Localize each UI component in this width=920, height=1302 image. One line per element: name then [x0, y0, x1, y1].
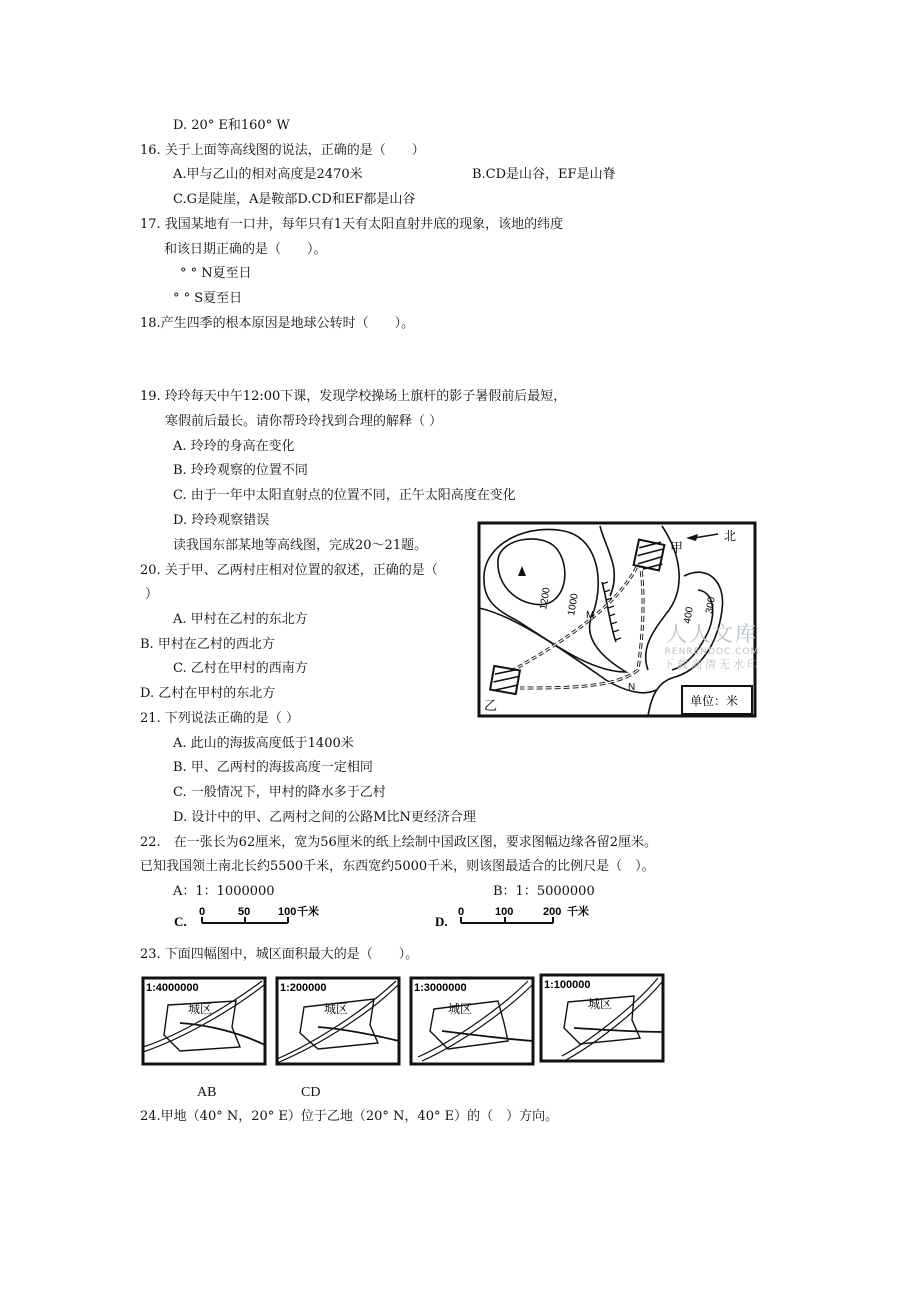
q24-stem: 24.甲地（40° N，20° E）位于乙地（20° N，40° E）的（ ）方向。	[140, 1109, 559, 1124]
q17-option-s: ° ° S夏至日	[173, 291, 243, 306]
q17-stem-line1: 17. 我国某地有一口井，每年只有1天有太阳直射井底的现象，该地的纬度	[140, 217, 564, 232]
mini-map-2	[274, 975, 402, 1067]
q21-option-a: A. 此山的海拔高度低于1400米	[173, 736, 354, 751]
q19-option-a: A. 玲玲的身高在变化	[173, 439, 295, 454]
mini-map-3	[408, 975, 536, 1067]
mini-map-scale: 1:100000	[544, 979, 591, 991]
q17-option-n: ° ° N夏至日	[180, 266, 252, 281]
contour-label-1000: 1000	[566, 592, 581, 617]
scale-d-tick-label: 200	[543, 906, 562, 918]
scale-c-letter: C.	[174, 914, 187, 929]
q22-stem-line1: 22. 在一张长为62厘米，宽为56厘米的纸上绘制中国政区图，要求图幅边缘各留2厘米。	[140, 835, 658, 850]
q22-stem-line2: 已知我国领土南北长约5500千米，东西宽约5000千米，则该图最适合的比例尺是（ ）。	[140, 859, 655, 874]
mini-map-label: 城区	[324, 1002, 349, 1016]
mini-map-scale: 1:3000000	[414, 982, 467, 994]
q20-stem-bracket: ）	[145, 587, 159, 602]
q19-stem-line2: 寒假前后最长。请你帮玲玲找到合理的解释（ ）	[165, 414, 443, 429]
mini-map-scale: 1:200000	[280, 982, 327, 994]
scale-c-tick-label: 0	[199, 906, 206, 918]
contour-label-1200: 1200	[538, 586, 553, 611]
q19-option-b: B. 玲玲观察的位置不同	[173, 463, 308, 478]
scale-d-tick-label: 0	[458, 906, 465, 918]
q23-label-ab: AB	[197, 1085, 217, 1100]
scale-d-letter: D.	[435, 914, 448, 929]
mini-map-1	[140, 975, 268, 1067]
q18-stem: 18.产生四季的根本原因是地球公转时（ ）。	[140, 316, 415, 331]
unit-box-label: 单位：米	[690, 694, 739, 708]
mini-map-label: 城区	[448, 1002, 473, 1016]
q19-stem-line1: 19. 玲玲每天中午12:00下课，发现学校操场上旗杆的影子暑假前后最短，	[140, 389, 567, 404]
q16-option-cd: C.G是陡崖，A是鞍部D.CD和EF都是山谷	[173, 192, 416, 207]
scale-c-tick-label: 50	[238, 906, 251, 918]
q16-option-b: B.CD是山谷，EF是山脊	[472, 167, 616, 182]
q21-option-b: B. 甲、乙两村的海拔高度一定相同	[173, 760, 373, 775]
contour-label-300: 300	[704, 596, 718, 615]
scale-c-unit: 千米	[297, 905, 319, 918]
road-n-label: N	[628, 682, 636, 693]
q20-21-intro: 读我国东部某地等高线图，完成20～21题。	[173, 538, 428, 553]
scale-bar-d	[433, 904, 643, 934]
scale-d-tick-label: 100	[495, 906, 514, 918]
q23-stem: 23. 下面四幅图中，城区面积最大的是（ ）。	[140, 947, 419, 962]
q15-option-d: D. 20° E和160° W	[173, 118, 290, 133]
mini-map-4	[538, 972, 666, 1064]
scale-d-unit: 千米	[567, 905, 589, 918]
watermark-sub: RENRENDOC.COM	[664, 647, 760, 657]
scale-c-tick-label: 100	[278, 906, 297, 918]
q22-option-a: A：1：1000000	[173, 884, 275, 899]
q20-option-c: C. 乙村在甲村的西南方	[173, 661, 308, 676]
watermark-main: 人人文库	[666, 622, 758, 646]
q21-stem: 21. 下列说法正确的是（ ）	[140, 711, 299, 726]
q20-option-a: A. 甲村在乙村的东北方	[173, 612, 308, 627]
q19-option-d: D. 玲玲观察错误	[173, 513, 270, 528]
watermark-tag: 下载高清无水印	[663, 658, 761, 671]
mini-map-scale: 1:4000000	[146, 982, 199, 994]
mini-map-label: 城区	[188, 1002, 213, 1016]
village-yi-label: 乙	[484, 699, 498, 714]
north-label: 北	[724, 529, 737, 543]
q17-stem-line2: 和该日期正确的是（ ）。	[164, 242, 327, 257]
q22-option-b: B：1：5000000	[493, 884, 595, 899]
q20-option-b: B. 甲村在乙村的西北方	[140, 637, 275, 652]
mini-map-label: 城区	[588, 997, 613, 1011]
road-m-label: M	[586, 610, 595, 621]
scale-bar-c	[172, 904, 382, 934]
q23-label-cd: CD	[301, 1085, 321, 1100]
q20-option-d: D. 乙村在甲村的东北方	[140, 686, 276, 701]
q16-option-a: A.甲与乙山的相对高度是2470米	[173, 167, 363, 182]
village-jia-label: 甲	[670, 541, 684, 556]
q21-option-c: C. 一般情况下，甲村的降水多于乙村	[173, 785, 386, 800]
contour-label-400: 400	[682, 606, 696, 625]
q20-stem: 20. 关于甲、乙两村庄相对位置的叙述，正确的是（	[140, 563, 438, 578]
watermark	[648, 622, 776, 672]
q19-option-c: C. 由于一年中太阳直射点的位置不同，正午太阳高度在变化	[173, 488, 516, 503]
q16-stem: 16. 关于上面等高线图的说法，正确的是（ ）	[140, 143, 425, 158]
q21-option-d: D. 设计中的甲、乙两村之间的公路M比N更经济合理	[173, 810, 476, 825]
contour-map	[476, 520, 758, 720]
